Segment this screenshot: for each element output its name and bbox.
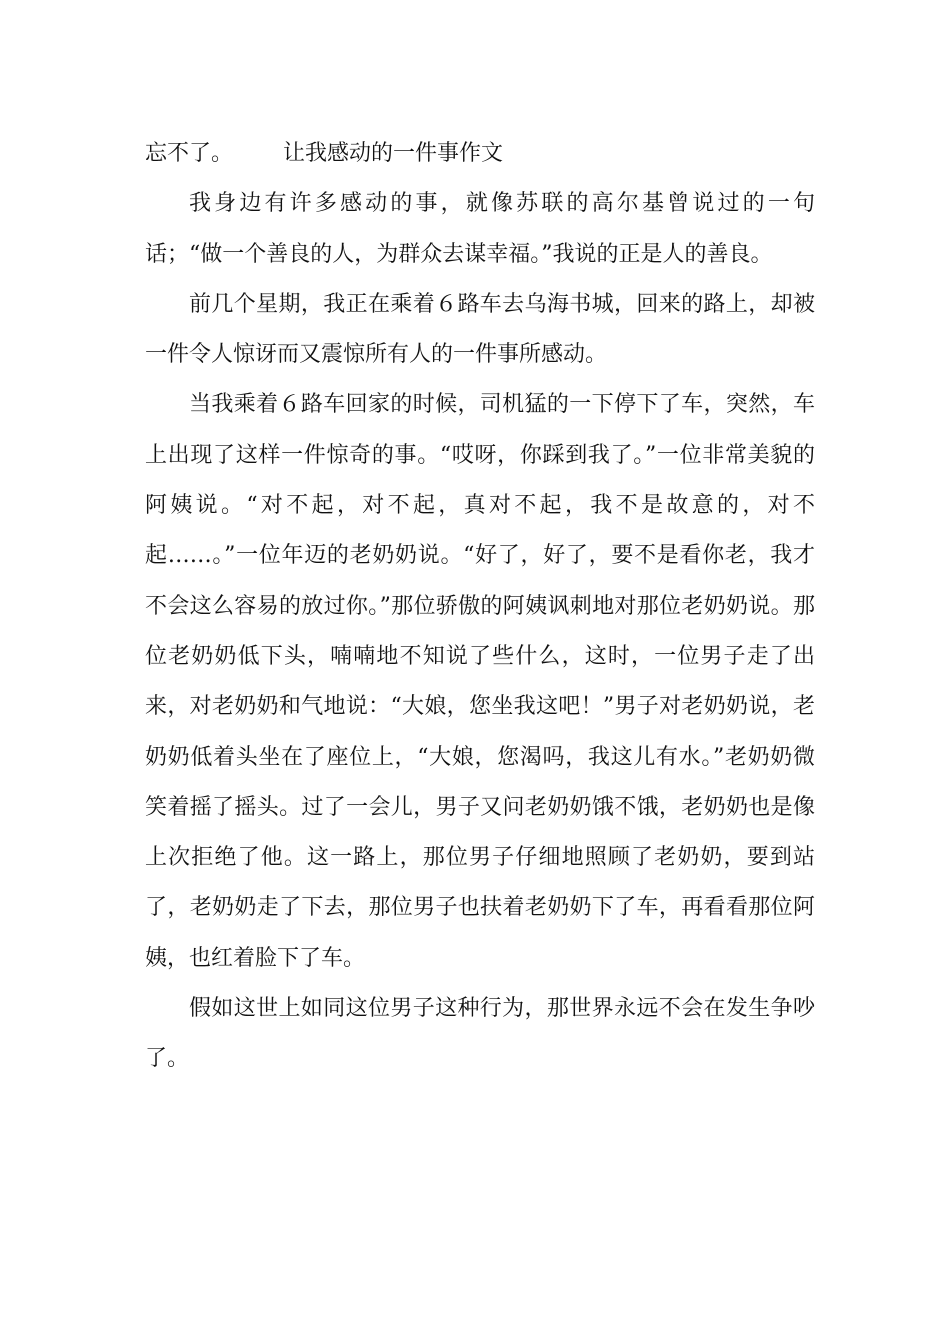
paragraph-2: 前几个星期，我正在乘着６路车去乌海书城，回来的路上，却被一件令人惊讶而又震惊所有人的一件事所感动。 [145,291,815,368]
paragraph-3: 当我乘着６路车回家的时候，司机猛的一下停下了车，突然，车上出现了这样一件惊奇的事。“哎呀，你踩到我了。”一位非常美貌的阿姨说。“对不起，对不起，真对不起，我不是故意的，对不起……。”一位年迈的老奶奶说。“好了，好了，要不是看你老，我才不会这么容易的放过你。”那位骄傲的阿姨讽刺地对那位老奶奶说。那位老奶奶低下头，喃喃地不知说了些什么，这时，一位男子走了出来，对老奶奶和气地说：“大娘，您坐我这吧！”男子对老奶奶说，老奶奶低着头坐在了座位上，“大娘，您渴吗，我这儿有水。”老奶奶微笑着摇了摇头。过了一会儿，男子又问老奶奶饿不饿，老奶奶也是像上次拒绝了他。这一路上，那位男子仔细地照顾了老奶奶，要到站了，老奶奶走了下去，那位男子也扶着老奶奶下了车，再看看那位阿姨，也红着脸下了车。 [145,392,815,971]
title-line [145,129,815,179]
paragraph-4: 假如这世上如同这位男子这种行为，那世界永远不会在发生争吵了。 [145,996,815,1072]
document-body [145,129,815,1085]
document-title: 让我感动的一件事作文 [283,141,504,166]
paragraph-1: 我身边有许多感动的事，就像苏联的高尔基曾说过的一句话；“做一个善良的人，为群众去谋幸福。”我说的正是人的善良。 [145,191,815,267]
lead-fragment: 忘不了。 [145,141,234,166]
